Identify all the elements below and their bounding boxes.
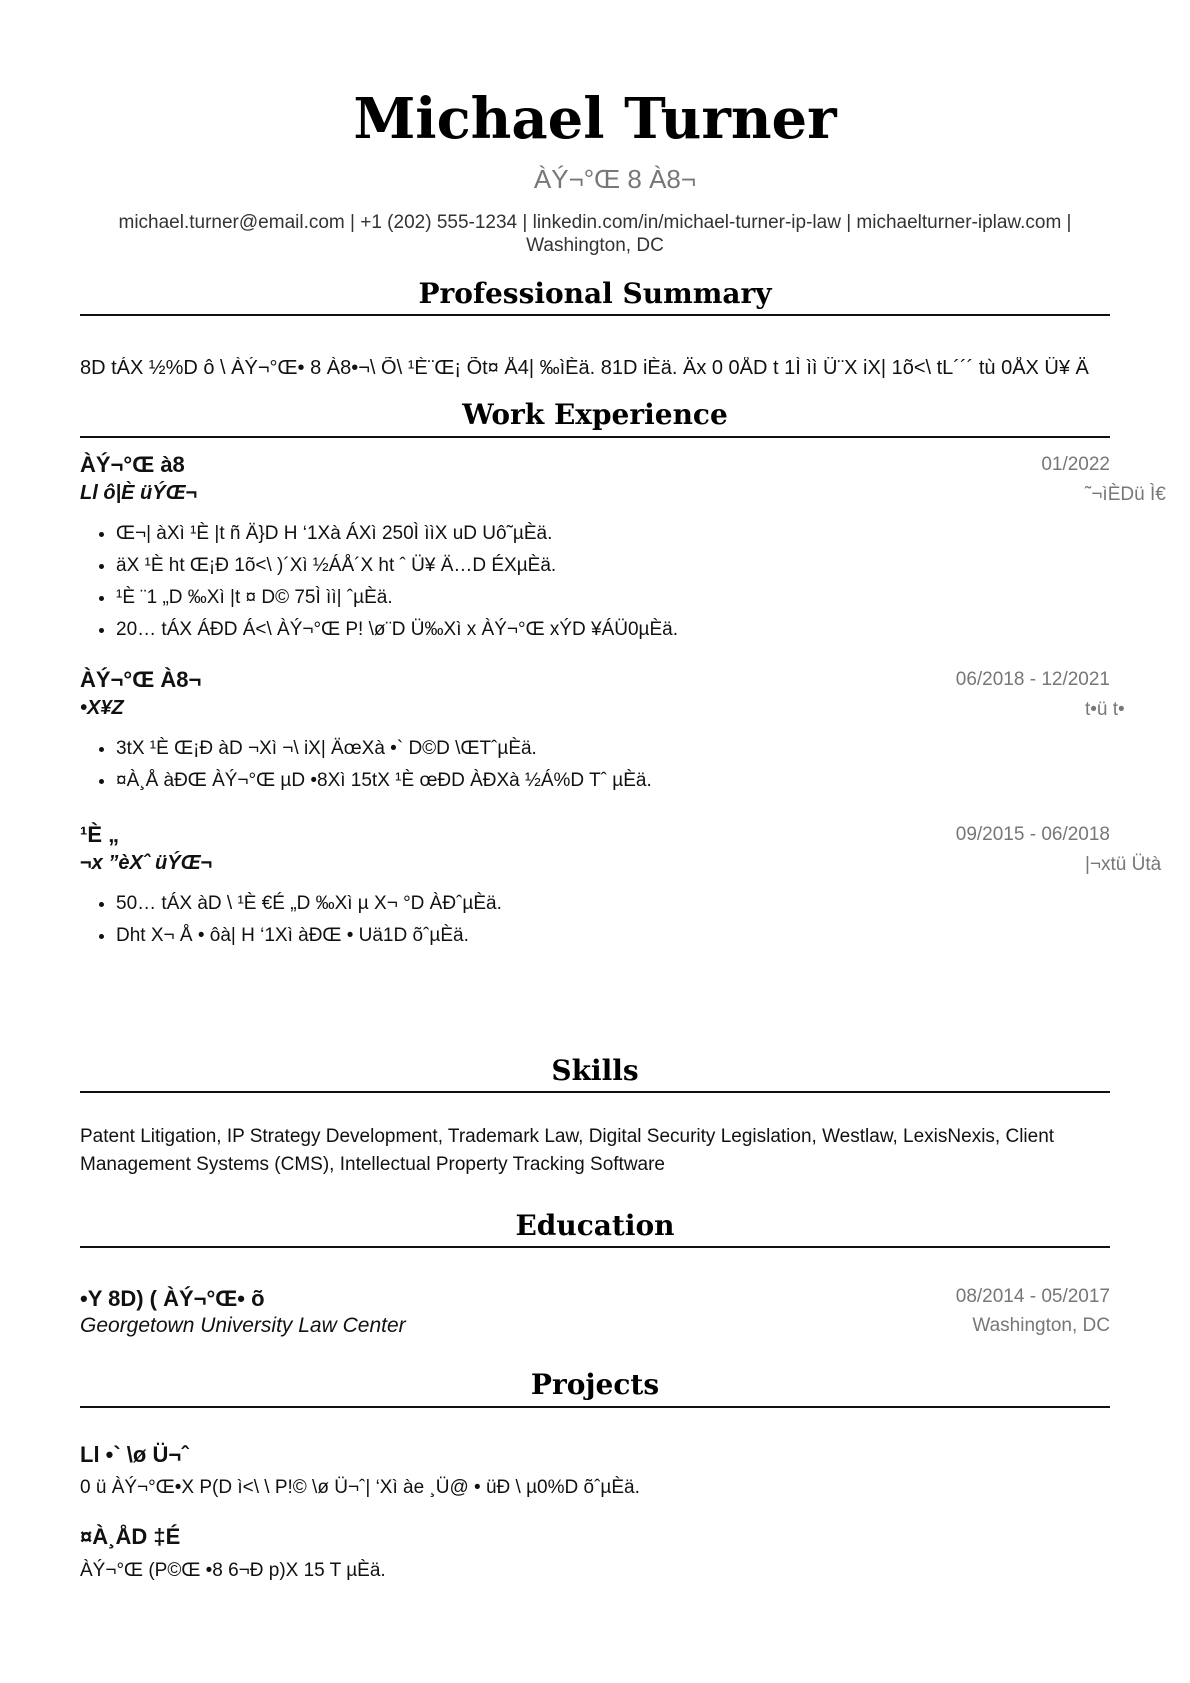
job-bullet: • 3tX ¹È Œ¡Ð àD ¬Xì ¬\ iX| ÄœXà •` D©D \ŒTˆµÈä. bbox=[116, 733, 652, 765]
summary-text: 8D tÁX ½%D ô \ ÀÝ¬°Œ• 8 À8•¬\ Õ\ ¹È¨Œ¡ Õt¤ Å4| ‰ìÈä. 81D iÈä. Äx 0 0ÅD t 1Ì ìì Ü¨X iX| 1õ<\ tL´´´ tù 0ÅX Ü¥ Ä bbox=[80, 357, 1089, 379]
job-bullet: • ¤À¸Å àÐŒ ÀÝ¬°Œ µD •8Xì 15tX ¹È œÐD ÀÐXà ½Á%D Tˆ µÈä. bbox=[116, 765, 652, 797]
job-bullets bbox=[80, 518, 678, 646]
contact-line: michael.turner@email.com | +1 (202) 555-1234 | linkedin.com/in/michael-turner-ip-law | michaelturner-iplaw.com | bbox=[118, 212, 1072, 233]
job-bullet: • 20… tÁX ÁÐD Á<\ ÀÝ¬°Œ P! \ø¨D Ü‰Xì x ÀÝ¬°Œ xÝD ¥ÁÜ0µÈä. bbox=[116, 614, 678, 646]
contact-info bbox=[80, 211, 1110, 257]
section-title-projects: Projects bbox=[530, 1368, 660, 1401]
education-degree: •Y 8D) ( ÀÝ¬°Œ• õ bbox=[80, 1286, 265, 1311]
candidate-subtitle: ÀÝ¬°Œ 8 À8¬ bbox=[533, 164, 697, 194]
job-title: ÀÝ¬°Œ À8¬ bbox=[80, 667, 202, 692]
section-divider bbox=[80, 314, 1110, 316]
job-bullet: • Œ¬| àXì ¹È |t ñ Ä}D H ‘1Xà ÁXì 250Ì ììX uD Uô˜µÈä. bbox=[116, 518, 678, 550]
contact-location: Washington, DC bbox=[526, 235, 664, 256]
job-title: ÀÝ¬°Œ à8 bbox=[80, 452, 185, 477]
resume-page bbox=[80, 0, 1166, 1683]
section-divider bbox=[80, 1246, 1110, 1248]
job-bullet: • Dht X¬ Å • ôà| H ‘1Xì àÐŒ • Uä1D õˆµÈä. bbox=[116, 920, 502, 952]
project-description: 0 ü ÀÝ¬°Œ•X P(D ì<\ \ P!© \ø Ü¬ˆ| ‘Xì àe ¸Ü@ • üÐ \ µ0%D õˆµÈä. bbox=[80, 1477, 640, 1498]
job-company: Ll ô|È üÝŒ¬ bbox=[80, 482, 198, 504]
section-title-education: Education bbox=[515, 1209, 675, 1242]
job-bullet: • äX ¹È ht Œ¡Ð 1õ<\ )´Xì ½ÁÅ´X ht ˆ Ü¥ Ä…D ÉXµÈä. bbox=[116, 550, 678, 582]
job-location: t•ü t• bbox=[1085, 699, 1125, 720]
job-company: •X¥Z bbox=[80, 697, 124, 719]
education-school: Georgetown University Law Center bbox=[80, 1314, 406, 1337]
section-title-skills: Skills bbox=[551, 1054, 639, 1087]
section-divider bbox=[80, 1091, 1110, 1093]
section-divider bbox=[80, 1406, 1110, 1408]
job-date: 01/2022 bbox=[1041, 454, 1110, 475]
job-date: 06/2018 - 12/2021 bbox=[955, 669, 1110, 690]
job-date: 09/2015 - 06/2018 bbox=[955, 824, 1110, 845]
project-description: ÀÝ¬°Œ (P©Œ •8 6¬Ð p)X 15 T µÈä. bbox=[80, 1560, 386, 1581]
job-company: ¬x ”èXˆ üÝŒ¬ bbox=[80, 852, 213, 874]
section-title-experience: Work Experience bbox=[462, 398, 728, 431]
education-date: 08/2014 - 05/2017 bbox=[955, 1286, 1110, 1307]
job-location: |¬xtü Ütà bbox=[1085, 854, 1162, 875]
candidate-name: Michael Turner bbox=[353, 86, 837, 152]
section-divider bbox=[80, 436, 1110, 438]
skills-list: Patent Litigation, IP Strategy Development, Trademark Law, Digital Security Legislation, Westlaw, LexisNexis, Client Management Systems (CMS), Intellectual Property Tracking Software bbox=[80, 1126, 1055, 1175]
job-bullet: • ¹È ¨1 „D ‰Xì |t ¤ D© 75Ì ìì| ˆµÈä. bbox=[116, 582, 678, 614]
section-title-summary: Professional Summary bbox=[418, 277, 772, 310]
project-title: ¤À¸ÅD ‡É bbox=[80, 1524, 181, 1549]
job-title: ¹È „ bbox=[80, 822, 120, 847]
job-bullets bbox=[80, 733, 652, 797]
education-location: Washington, DC bbox=[972, 1315, 1110, 1336]
project-title: Ll •` \ø Ü¬ˆ bbox=[80, 1442, 189, 1467]
job-location: ˜¬ìÈDü Ì€ bbox=[1085, 484, 1166, 505]
job-bullet: • 50… tÁX àD \ ¹È €É „D ‰Xì µ X¬ °D ÀÐˆµÈä. bbox=[116, 888, 502, 920]
job-bullets bbox=[80, 888, 502, 952]
